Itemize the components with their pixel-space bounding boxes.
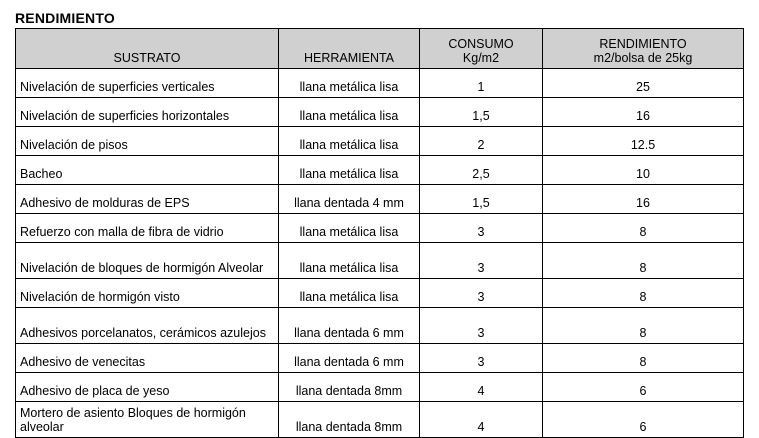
table-row (16, 344, 744, 373)
header-consumo-line1: CONSUMO (448, 37, 514, 51)
cell-consumo: 3 (420, 243, 543, 279)
table-header-row (16, 29, 744, 69)
cell-consumo: 4 (420, 402, 543, 438)
cell-rendimiento: 8 (543, 279, 744, 308)
cell-rendimiento: 8 (543, 344, 744, 373)
header-consumo (420, 29, 543, 69)
cell-consumo: 3 (420, 308, 543, 344)
rendimiento-table (15, 28, 744, 438)
table-row (16, 279, 744, 308)
cell-sustrato: Adhesivos porcelanatos, cerámicos azulejos (16, 308, 279, 344)
header-rendimiento-line1: RENDIMIENTO (599, 37, 687, 51)
cell-rendimiento: 12.5 (543, 127, 744, 156)
cell-herramienta: llana dentada 8mm (279, 373, 420, 402)
cell-sustrato: Adhesivo de molduras de EPS (16, 185, 279, 214)
cell-herramienta: llana metálica lisa (279, 279, 420, 308)
cell-sustrato: Nivelación de superficies verticales (16, 69, 279, 98)
cell-consumo: 1 (420, 69, 543, 98)
cell-herramienta: llana dentada 6 mm (279, 344, 420, 373)
table-row (16, 308, 744, 344)
cell-sustrato: Nivelación de superficies horizontales (16, 98, 279, 127)
cell-rendimiento: 8 (543, 214, 744, 243)
cell-sustrato: Nivelación de hormigón visto (16, 279, 279, 308)
cell-consumo: 1,5 (420, 98, 543, 127)
table-row (16, 185, 744, 214)
cell-sustrato: Nivelación de pisos (16, 127, 279, 156)
header-sustrato: SUSTRATO (16, 29, 279, 69)
table-row (16, 402, 744, 438)
cell-consumo: 4 (420, 373, 543, 402)
cell-rendimiento: 8 (543, 243, 744, 279)
header-rendimiento-line2: m2/bolsa de 25kg (593, 51, 693, 65)
table-row (16, 127, 744, 156)
cell-sustrato: Mortero de asiento Bloques de hormigón alveolar (16, 402, 279, 438)
cell-herramienta: llana metálica lisa (279, 69, 420, 98)
cell-herramienta: llana dentada 6 mm (279, 308, 420, 344)
cell-rendimiento: 8 (543, 308, 744, 344)
cell-herramienta: llana metálica lisa (279, 127, 420, 156)
cell-herramienta: llana metálica lisa (279, 156, 420, 185)
header-rendimiento (543, 29, 744, 69)
cell-consumo: 3 (420, 214, 543, 243)
cell-rendimiento: 10 (543, 156, 744, 185)
table-row (16, 373, 744, 402)
cell-herramienta: llana metálica lisa (279, 243, 420, 279)
cell-consumo: 1,5 (420, 185, 543, 214)
table-row (16, 243, 744, 279)
cell-rendimiento: 16 (543, 98, 744, 127)
cell-rendimiento: 6 (543, 373, 744, 402)
table-row (16, 214, 744, 243)
cell-sustrato: Bacheo (16, 156, 279, 185)
cell-rendimiento: 6 (543, 402, 744, 438)
cell-herramienta: llana metálica lisa (279, 214, 420, 243)
table-row (16, 98, 744, 127)
cell-consumo: 3 (420, 344, 543, 373)
cell-sustrato: Adhesivo de placa de yeso (16, 373, 279, 402)
cell-herramienta: llana metálica lisa (279, 98, 420, 127)
cell-consumo: 2 (420, 127, 543, 156)
cell-sustrato: Nivelación de bloques de hormigón Alveolar (16, 243, 279, 279)
page-title: RENDIMIENTO (15, 10, 115, 26)
table-row (16, 156, 744, 185)
header-consumo-line2: Kg/m2 (462, 51, 500, 65)
cell-herramienta: llana dentada 8mm (279, 402, 420, 438)
cell-rendimiento: 16 (543, 185, 744, 214)
cell-sustrato: Refuerzo con malla de fibra de vidrio (16, 214, 279, 243)
cell-consumo: 3 (420, 279, 543, 308)
header-herramienta: HERRAMIENTA (279, 29, 420, 69)
cell-sustrato: Adhesivo de venecitas (16, 344, 279, 373)
cell-rendimiento: 25 (543, 69, 744, 98)
cell-consumo: 2,5 (420, 156, 543, 185)
cell-herramienta: llana dentada 4 mm (279, 185, 420, 214)
table-row (16, 69, 744, 98)
